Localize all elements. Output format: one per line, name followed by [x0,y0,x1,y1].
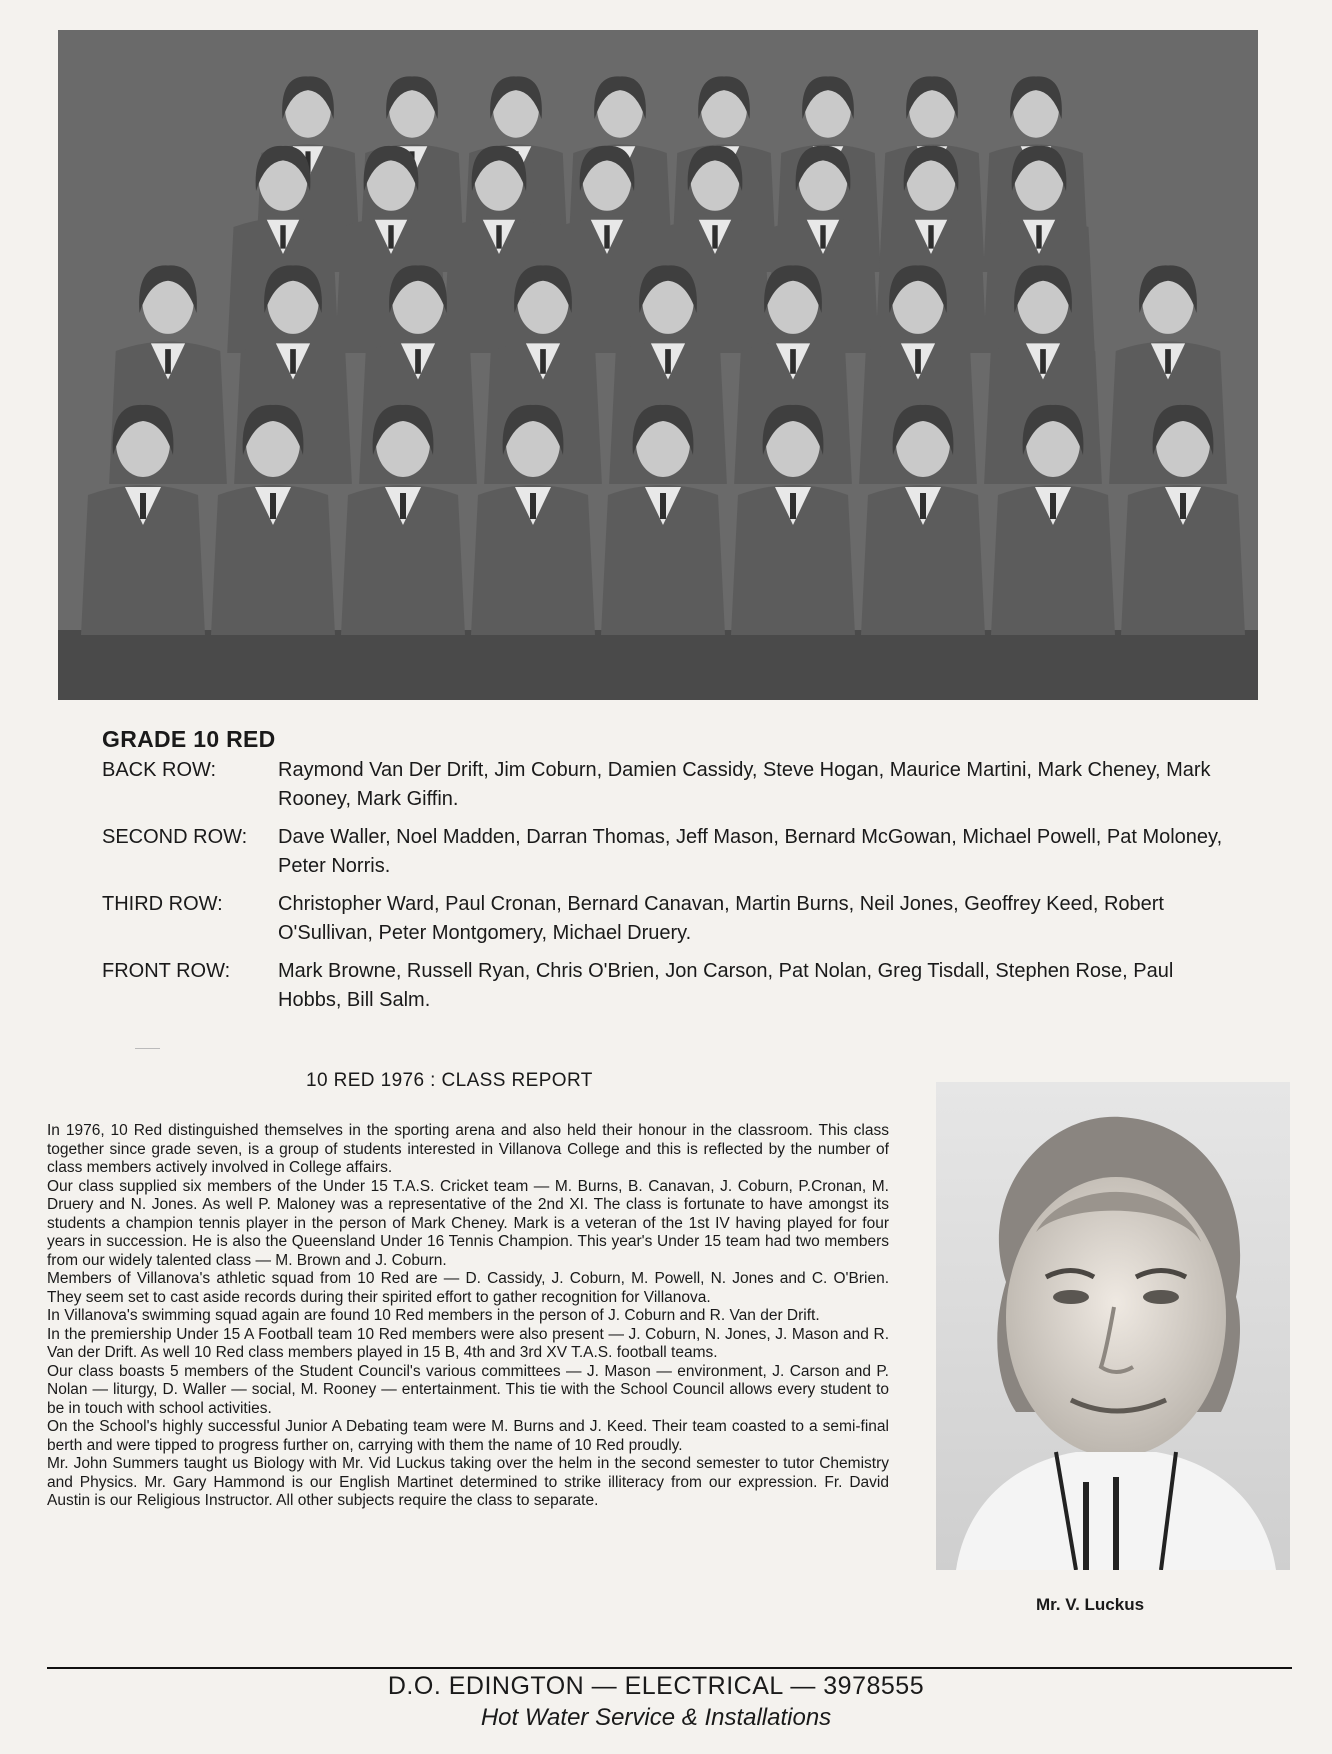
report-body [47,1122,889,1511]
footer-rule [47,1667,1292,1669]
advert-line1 [0,1672,1332,1701]
report-paragraph: Our class supplied six members of the Under 15 T.A.S. Cricket team — M. Burns, B. Canavan, J. Coburn, P.Cronan, M. Druery and N. Jones. As well P. Maloney was a representative of the 2nd XI. The class is fortunate to have amongst its students a champion tennis player in the person of Mark Cheney. Mark is a veteran of the 1st IV having played for four years in succession. He is also the Queensland Under 16 Tennis Champion. This year's Under 15 team had two members from our widely talented class — M. Brown and J. Coburn. [47,1177,889,1269]
report-paragraph: Members of Villanova's athletic squad from 10 Red are — D. Cassidy, J. Coburn, M. Powell, N. Jones and C. O'Brien. They seem set to cast aside records during their spirited effort to gather recognition for Villanova. [47,1270,889,1306]
class-photo-graphic [58,30,1258,700]
report-paragraph: In the premiership Under 15 A Football team 10 Red members were also present — J. Coburn, N. Jones, J. Mason and R. Van der Drift. As well 10 Red class members played in 15 B, 4th and 3rd XV T.A.S. football teams. [47,1325,889,1361]
advert-tagline: Hot Water Service & Installations [480,1704,832,1731]
report-paragraph: Mr. John Summers taught us Biology with Mr. Vid Luckus taking over the helm in the second semester to tutor Chemistry and Physics. Mr. Gary Hammond is our English Martinet determined to strike illiteracy from our expression. Fr. David Austin is our Religious Instructor. All other subjects require the class to separate. [47,1455,889,1509]
row-back [102,756,1232,814]
advert-line2 [0,1704,1332,1732]
row-names: Raymond Van Der Drift, Jim Coburn, Damien Cassidy, Steve Hogan, Maurice Martini, Mark Cheney, Mark Rooney, Mark Giffin. [278,759,1211,810]
row-names: Dave Waller, Noel Madden, Darran Thomas, Jeff Mason, Bernard McGowan, Michael Powell, Pat Moloney, Peter Norris. [278,826,1223,877]
row-third [102,890,1232,948]
row-label: SECOND ROW: [102,826,248,848]
row-names: Mark Browne, Russell Ryan, Chris O'Brien, Jon Carson, Pat Nolan, Greg Tisdall, Stephen Rose, Paul Hobbs, Bill Salm. [278,960,1174,1011]
portrait-graphic [936,1082,1290,1570]
class-photo [58,30,1258,700]
row-label: FRONT ROW: [102,960,231,982]
portrait-caption: Mr. V. Luckus [1036,1595,1145,1614]
grade-title: GRADE 10 RED [102,726,276,752]
student-rows [102,756,1232,1024]
report-paragraph: On the School's highly successful Junior A Debating team were M. Burns and J. Keed. Their team coasted to a semi-final berth and were tipped to progress further on, carrying with them the name of 10 Red proudly. [47,1418,889,1454]
row-front [102,957,1232,1015]
teacher-portrait [936,1082,1290,1570]
report-paragraph: In 1976, 10 Red distinguished themselves in the sporting arena and also held their honour in the classroom. This class together since grade seven, is a group of students interested in Villanova College and this is reflected by the number of class members actively involved in College affairs. [47,1122,889,1176]
advert-headline: D.O. EDINGTON — ELECTRICAL — 3978555 [387,1672,925,1700]
row-names: Christopher Ward, Paul Cronan, Bernard Canavan, Martin Burns, Neil Jones, Geoffrey Keed, Robert O'Sullivan, Peter Montgomery, Michael Druery. [278,893,1164,944]
row-label: THIRD ROW: [102,893,223,915]
divider-mark [135,1048,160,1049]
row-label: BACK ROW: [102,759,217,781]
report-title: 10 RED 1976 : CLASS REPORT [306,1070,593,1091]
row-second [102,823,1232,881]
report-paragraph: In Villanova's swimming squad again are found 10 Red members in the person of J. Coburn and R. Van der Drift. [47,1307,820,1324]
report-paragraph: Our class boasts 5 members of the Student Council's various committees — J. Mason — environment, J. Carson and P. Nolan — liturgy, D. Waller — social, M. Rooney — entertainment. This tie with the School Council allows every student to be in touch with school activities. [47,1362,889,1417]
